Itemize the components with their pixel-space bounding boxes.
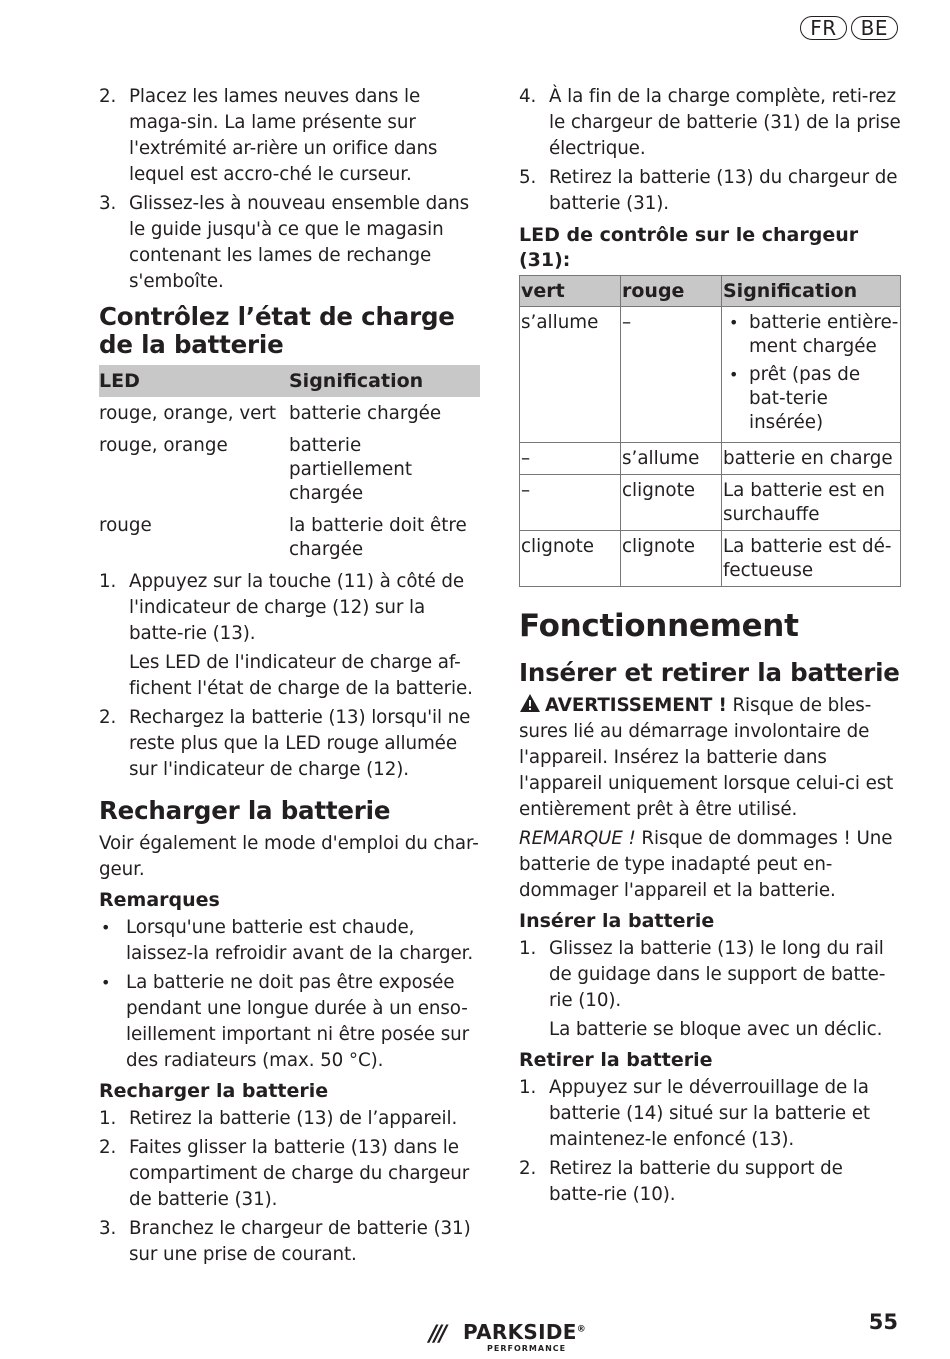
table-cell: s’allume <box>520 307 621 443</box>
recharge-intro: Voir également le mode d'emploi du char-geur. <box>99 833 479 880</box>
list-item: 2. Rechargez la batterie (13) lorsqu'il ne reste plus que la LED rouge allumée sur l'indicateur de charge (12). <box>99 707 471 780</box>
table-cell: La batterie est dé-fectueuse <box>722 531 901 587</box>
list-item: 2. Placez les lames neuves dans le maga-sin. La lame présente sur l'extrémité ar-rière un orifice dans lequel est accro-ché le curseur. <box>99 86 438 185</box>
table-cell: la batterie doit être chargée <box>289 515 467 560</box>
table-cell: rouge, orange, vert <box>99 403 277 424</box>
table-cell: clignote <box>520 531 621 587</box>
warning-triangle-icon <box>519 693 541 713</box>
list-item: 4. À la fin de la charge complète, reti-rez le chargeur de batterie (31) de la prise électrique. <box>519 86 901 159</box>
table-cell: clignote <box>621 475 722 531</box>
list-item: • La batterie ne doit pas être exposée pendant une longue durée à un enso-leillement important ni être posée sur des radiateurs (max. 50 °C). <box>101 972 470 1071</box>
remarks-list <box>99 915 481 1074</box>
warning-paragraph <box>519 693 901 823</box>
table-row <box>520 531 901 587</box>
table-row <box>520 475 901 531</box>
note-paragraph <box>519 826 901 904</box>
lang-badge-be: BE <box>851 16 898 40</box>
lang-badge-fr: FR <box>800 16 846 40</box>
warning-label: AVERTISSEMENT ! <box>545 695 727 716</box>
recharge-subtitle: Recharger la batterie <box>99 1080 329 1102</box>
list-item: 2. Faites glisser la batterie (13) dans le compartiment de charge du chargeur de batterie (31). <box>99 1137 470 1210</box>
main-section-title: Fonctionnement <box>519 608 799 644</box>
table-header-row <box>520 276 901 307</box>
table-cell: batterie chargée <box>289 403 442 424</box>
table-header-cell: LED <box>99 365 289 397</box>
section-title-insert-remove: Insérer et retirer la batterie <box>519 658 900 687</box>
list-item: 2. Retirez la batterie du support de batte-rie (10). <box>519 1158 843 1205</box>
remarks-title: Remarques <box>99 889 220 911</box>
recharge-steps <box>99 1106 481 1268</box>
table-cell: clignote <box>621 531 722 587</box>
language-badges <box>800 16 898 40</box>
right-column <box>519 84 901 1211</box>
table-cell: – <box>621 307 722 443</box>
list-item: • prêt (pas de bat-terie insérée) <box>729 364 861 433</box>
table-row <box>99 429 480 509</box>
list-item: 1. Appuyez sur le déverrouillage de la batterie (14) situé sur la batterie et maintenez-le enfoncé (13). <box>519 1077 870 1150</box>
remove-steps <box>519 1075 901 1208</box>
charger-led-table <box>519 275 901 587</box>
logo-slashes-icon: /// <box>429 1322 445 1347</box>
left-column <box>99 84 481 1271</box>
list-item: 3. Glissez-les à nouveau ensemble dans le guide jusqu'à ce que le magasin contenant les lames de rechange s'emboîte. <box>99 193 470 292</box>
table-cell: – <box>520 443 621 475</box>
table-header-row <box>99 365 480 397</box>
charge-check-steps <box>99 569 481 783</box>
table-cell: rouge <box>99 515 152 536</box>
list-item: 3. Branchez le chargeur de batterie (31) sur une prise de courant. <box>99 1218 471 1265</box>
blade-steps-list <box>99 84 481 295</box>
charger-led-title: LED de contrôle sur le chargeur (31): <box>519 224 859 271</box>
parkside-logo <box>429 1318 589 1354</box>
note-label: REMARQUE ! <box>519 828 636 849</box>
section-title-charge-state: Contrôlez l’état de charge de la batterie <box>99 302 455 359</box>
table-cell: – <box>520 475 621 531</box>
table-cell: batterie en charge <box>722 443 901 475</box>
table-row <box>99 509 480 565</box>
table-cell: s’allume <box>621 443 722 475</box>
table-cell <box>722 307 901 443</box>
page-number: 55 <box>868 1310 898 1334</box>
list-item: 1. Retirez la batterie (13) de l’appareil. <box>99 1108 458 1129</box>
table-cell: La batterie est en surchauffe <box>722 475 901 531</box>
table-cell: rouge, orange <box>99 435 228 456</box>
table-cell: batterie partiellement chargée <box>289 435 413 504</box>
cell-bullet-list <box>723 311 899 435</box>
table-header-cell: Signification <box>722 276 901 307</box>
led-table <box>99 365 480 565</box>
list-item: 1. Appuyez sur la touche (11) à côté de l'indicateur de charge (12) sur la batte-rie (13). Les LED de l'indicateur de charge af-fichent l'état de charge de la batterie. <box>99 571 473 699</box>
table-row <box>99 397 480 429</box>
list-item: • Lorsqu'une batterie est chaude, laissez-la refroidir avant de la charger. <box>101 917 474 964</box>
table-header-cell: Signification <box>289 365 480 397</box>
list-item: 1. Glissez la batterie (13) le long du rail de guidage dans le support de batte-rie (10). La batterie se bloque avec un déclic. <box>519 938 886 1040</box>
note-text: Risque de dommages ! Une batterie de type inadapté peut en-dommager l'appareil et la batterie. <box>519 828 893 901</box>
list-item: • batterie entière-ment chargée <box>729 312 899 357</box>
table-row <box>520 443 901 475</box>
table-row <box>520 307 901 443</box>
list-item: 5. Retirez la batterie (13) du chargeur de batterie (31). <box>519 167 898 214</box>
table-header-cell: rouge <box>621 276 722 307</box>
insert-subtitle: Insérer la batterie <box>519 910 715 932</box>
logo-name: PARKSIDE® <box>463 1320 587 1344</box>
logo-subtitle: PERFORMANCE <box>487 1344 567 1353</box>
section-title-recharge: Recharger la batterie <box>99 796 391 825</box>
insert-steps <box>519 936 901 1043</box>
unplug-steps <box>519 84 901 217</box>
table-header-cell: vert <box>520 276 621 307</box>
warning-text: Risque de bles-sures lié au démarrage involontaire de l'appareil. Insérez la batterie dans l'appareil uniquement lorsque celui-ci est entièrement prêt à être utilisé. <box>519 695 894 820</box>
remove-subtitle: Retirer la batterie <box>519 1049 713 1071</box>
